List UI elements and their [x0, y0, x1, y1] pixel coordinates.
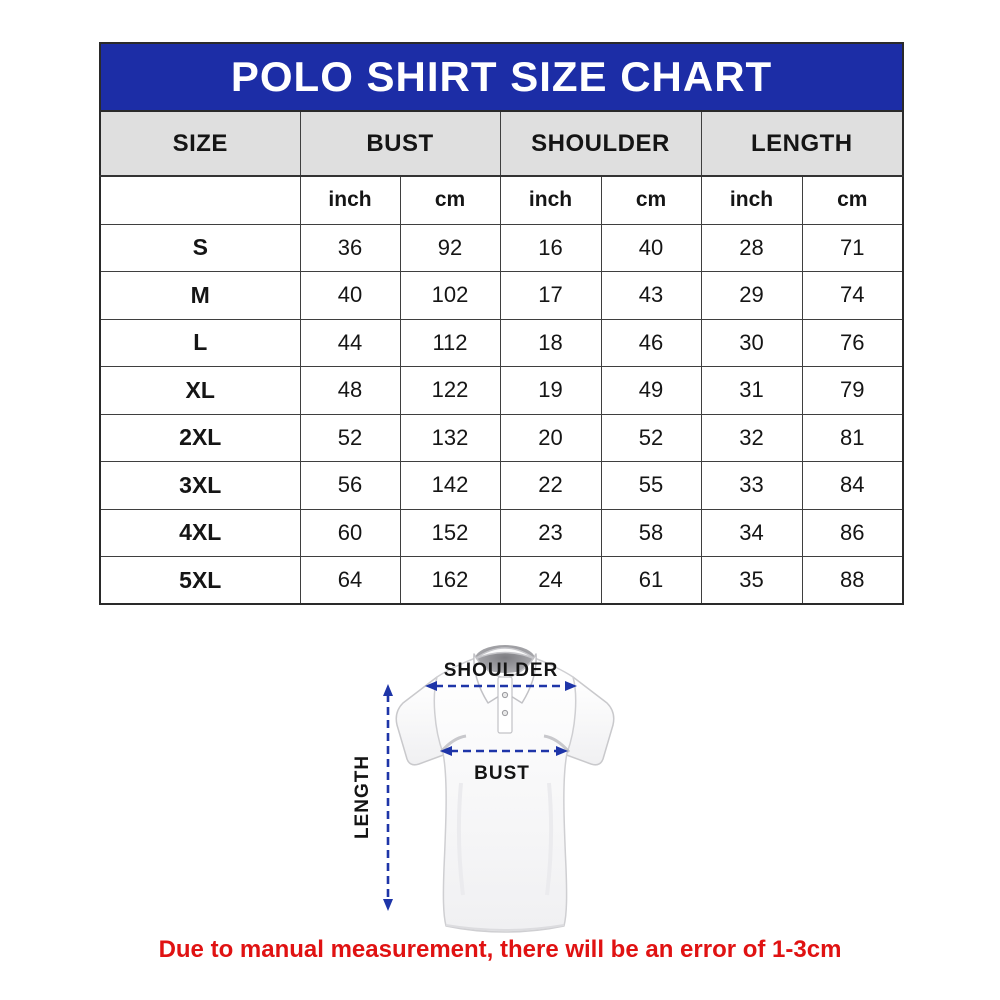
size-label: M [100, 272, 300, 320]
column-header-bust: BUST [300, 111, 500, 176]
value-cell: 60 [300, 509, 400, 557]
value-cell: 88 [802, 557, 903, 605]
value-cell: 152 [400, 509, 500, 557]
unit-header-blank [100, 176, 300, 224]
value-cell: 64 [300, 557, 400, 605]
value-cell: 52 [601, 414, 701, 462]
value-cell: 142 [400, 462, 500, 510]
value-cell: 31 [701, 367, 802, 415]
size-label: 3XL [100, 462, 300, 510]
size-label: XL [100, 367, 300, 415]
value-cell: 23 [500, 509, 601, 557]
size-label: 5XL [100, 557, 300, 605]
size-label: 4XL [100, 509, 300, 557]
column-header-size: SIZE [100, 111, 300, 176]
value-cell: 48 [300, 367, 400, 415]
value-cell: 58 [601, 509, 701, 557]
value-cell: 19 [500, 367, 601, 415]
value-cell: 34 [701, 509, 802, 557]
value-cell: 81 [802, 414, 903, 462]
value-cell: 52 [300, 414, 400, 462]
size-chart-table [99, 42, 904, 605]
value-cell: 24 [500, 557, 601, 605]
table-row-m [100, 272, 903, 320]
table-row-5xl [100, 557, 903, 605]
title-bar [100, 43, 903, 111]
value-cell: 20 [500, 414, 601, 462]
value-cell: 55 [601, 462, 701, 510]
value-cell: 84 [802, 462, 903, 510]
value-cell: 46 [601, 319, 701, 367]
table-row-3xl [100, 462, 903, 510]
unit-header-shoulder-cm: cm [601, 176, 701, 224]
measurement-diagram [340, 633, 680, 943]
value-cell: 61 [601, 557, 701, 605]
size-label: L [100, 319, 300, 367]
value-cell: 33 [701, 462, 802, 510]
table-row-s [100, 224, 903, 272]
size-label: S [100, 224, 300, 272]
value-cell: 18 [500, 319, 601, 367]
value-cell: 49 [601, 367, 701, 415]
value-cell: 76 [802, 319, 903, 367]
column-header-length: LENGTH [701, 111, 903, 176]
page-title: POLO SHIRT SIZE CHART [100, 43, 903, 111]
length-measure-arrow [383, 684, 393, 911]
column-header-shoulder: SHOULDER [500, 111, 701, 176]
value-cell: 112 [400, 319, 500, 367]
value-cell: 79 [802, 367, 903, 415]
value-cell: 122 [400, 367, 500, 415]
table-row-xl [100, 367, 903, 415]
value-cell: 22 [500, 462, 601, 510]
value-cell: 40 [601, 224, 701, 272]
measurement-error-note: Due to manual measurement, there will be an error of 1-3cm [158, 936, 842, 963]
unit-header-bust-inch: inch [300, 176, 400, 224]
table-row-l [100, 319, 903, 367]
value-cell: 35 [701, 557, 802, 605]
value-cell: 28 [701, 224, 802, 272]
value-cell: 162 [400, 557, 500, 605]
value-cell: 132 [400, 414, 500, 462]
value-cell: 43 [601, 272, 701, 320]
value-cell: 74 [802, 272, 903, 320]
length-label: LENGTH [352, 754, 373, 840]
unit-header-length-inch: inch [701, 176, 802, 224]
value-cell: 56 [300, 462, 400, 510]
table-row-4xl [100, 509, 903, 557]
value-cell: 32 [701, 414, 802, 462]
value-cell: 71 [802, 224, 903, 272]
value-cell: 29 [701, 272, 802, 320]
value-cell: 102 [400, 272, 500, 320]
value-cell: 30 [701, 319, 802, 367]
value-cell: 86 [802, 509, 903, 557]
value-cell: 17 [500, 272, 601, 320]
value-cell: 36 [300, 224, 400, 272]
column-header-row [100, 111, 903, 176]
value-cell: 16 [500, 224, 601, 272]
size-label: 2XL [100, 414, 300, 462]
unit-header-row [100, 176, 903, 224]
unit-header-length-cm: cm [802, 176, 903, 224]
bust-label: BUST [474, 763, 530, 784]
polo-shirt-image [396, 645, 614, 932]
unit-header-shoulder-inch: inch [500, 176, 601, 224]
shoulder-label: SHOULDER [443, 660, 559, 681]
table-row-2xl [100, 414, 903, 462]
value-cell: 44 [300, 319, 400, 367]
value-cell: 92 [400, 224, 500, 272]
value-cell: 40 [300, 272, 400, 320]
unit-header-bust-cm: cm [400, 176, 500, 224]
